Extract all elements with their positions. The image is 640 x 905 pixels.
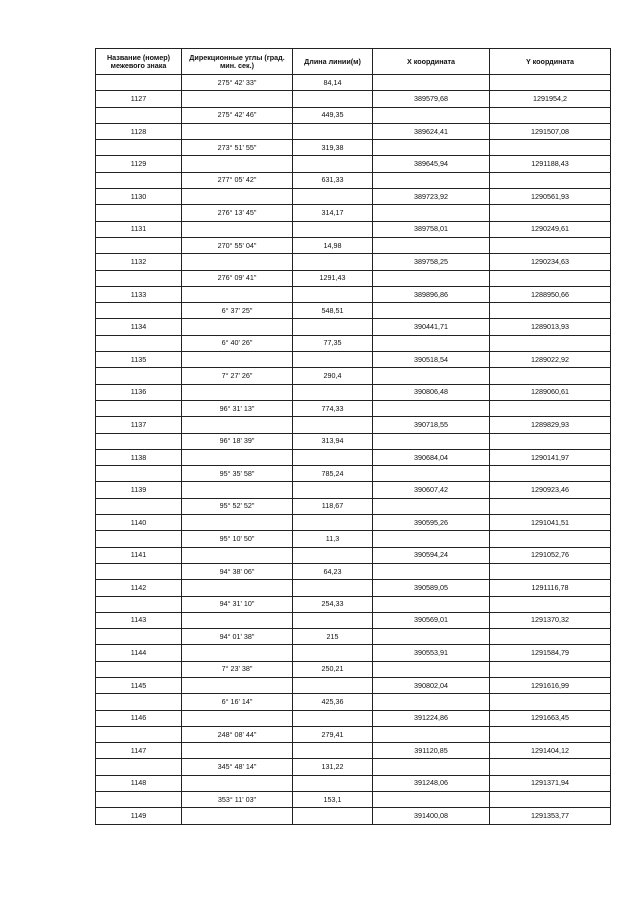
empty-cell [373,759,490,775]
empty-cell [293,123,373,139]
point-row [96,743,611,759]
point-name: 1127 [96,91,182,107]
segment-row [96,75,611,91]
empty-cell [96,498,182,514]
empty-cell [490,694,611,710]
segment-row [96,335,611,351]
empty-cell [293,677,373,693]
line-length: 279,41 [293,726,373,742]
empty-cell [373,466,490,482]
empty-cell [490,629,611,645]
empty-cell [373,694,490,710]
y-coordinate: 1291371,94 [490,775,611,791]
empty-cell [490,303,611,319]
line-length: 290,4 [293,368,373,384]
empty-cell [293,156,373,172]
line-length: 84,14 [293,75,373,91]
empty-cell [96,726,182,742]
point-name: 1139 [96,482,182,498]
segment-row [96,563,611,579]
line-length: 131,22 [293,759,373,775]
direction-angle: 6° 37' 25" [182,303,293,319]
x-coordinate: 390802,04 [373,677,490,693]
header-line-length: Длина линии(м) [293,49,373,75]
empty-cell [293,286,373,302]
empty-cell [293,775,373,791]
empty-cell [96,75,182,91]
x-coordinate: 390553,91 [373,645,490,661]
empty-cell [96,303,182,319]
empty-cell [182,417,293,433]
y-coordinate: 1291370,32 [490,612,611,628]
empty-cell [293,449,373,465]
x-coordinate: 391224,86 [373,710,490,726]
point-name: 1141 [96,547,182,563]
empty-cell [182,710,293,726]
empty-cell [96,335,182,351]
segment-row [96,140,611,156]
point-name: 1129 [96,156,182,172]
empty-cell [182,449,293,465]
empty-cell [293,221,373,237]
direction-angle: 96° 31' 13" [182,400,293,416]
y-coordinate: 1290249,61 [490,221,611,237]
empty-cell [182,580,293,596]
empty-cell [182,156,293,172]
header-y-coordinate: Y координата [490,49,611,75]
empty-cell [96,629,182,645]
empty-cell [293,645,373,661]
direction-angle: 6° 40' 26" [182,335,293,351]
y-coordinate: 1289829,93 [490,417,611,433]
empty-cell [373,140,490,156]
point-row [96,254,611,270]
empty-cell [373,172,490,188]
y-coordinate: 1290234,63 [490,254,611,270]
y-coordinate: 1291404,12 [490,743,611,759]
empty-cell [373,563,490,579]
x-coordinate: 390806,48 [373,384,490,400]
empty-cell [96,172,182,188]
empty-cell [96,270,182,286]
empty-cell [182,319,293,335]
x-coordinate: 390594,24 [373,547,490,563]
segment-row [96,498,611,514]
y-coordinate: 1290141,97 [490,449,611,465]
x-coordinate: 389896,86 [373,286,490,302]
point-name: 1137 [96,417,182,433]
empty-cell [293,384,373,400]
x-coordinate: 390607,42 [373,482,490,498]
empty-cell [373,498,490,514]
header-direction-angle: Дирекционные углы (град. мин. сек.) [182,49,293,75]
direction-angle: 248° 08' 44" [182,726,293,742]
point-name: 1145 [96,677,182,693]
segment-row [96,237,611,253]
x-coordinate: 390441,71 [373,319,490,335]
empty-cell [182,775,293,791]
empty-cell [293,254,373,270]
empty-cell [490,107,611,123]
segment-row [96,107,611,123]
empty-cell [182,515,293,531]
segment-row [96,172,611,188]
point-row [96,645,611,661]
line-length: 250,21 [293,661,373,677]
y-coordinate: 1291954,2 [490,91,611,107]
empty-cell [182,547,293,563]
segment-row [96,596,611,612]
empty-cell [373,237,490,253]
empty-cell [182,808,293,824]
empty-cell [373,661,490,677]
line-length: 1291,43 [293,270,373,286]
segment-row [96,531,611,547]
segment-row [96,759,611,775]
segment-row [96,205,611,221]
boundary-coordinates-table [95,48,611,825]
empty-cell [293,417,373,433]
empty-cell [373,205,490,221]
segment-row [96,629,611,645]
empty-cell [490,140,611,156]
empty-cell [96,433,182,449]
point-row [96,123,611,139]
empty-cell [490,270,611,286]
point-row [96,417,611,433]
empty-cell [373,400,490,416]
empty-cell [293,580,373,596]
x-coordinate: 390718,55 [373,417,490,433]
point-row [96,677,611,693]
empty-cell [182,482,293,498]
direction-angle: 277° 05' 42" [182,172,293,188]
header-x-coordinate: X координата [373,49,490,75]
empty-cell [96,694,182,710]
empty-cell [373,303,490,319]
empty-cell [490,792,611,808]
segment-row [96,303,611,319]
empty-cell [490,726,611,742]
empty-cell [490,498,611,514]
line-length: 254,33 [293,596,373,612]
point-name: 1133 [96,286,182,302]
empty-cell [182,645,293,661]
point-name: 1144 [96,645,182,661]
empty-cell [373,75,490,91]
empty-cell [96,140,182,156]
point-name: 1149 [96,808,182,824]
point-name: 1147 [96,743,182,759]
point-name: 1128 [96,123,182,139]
line-length: 215 [293,629,373,645]
x-coordinate: 389624,41 [373,123,490,139]
empty-cell [182,221,293,237]
y-coordinate: 1291116,78 [490,580,611,596]
direction-angle: 94° 38' 06" [182,563,293,579]
y-coordinate: 1289022,92 [490,352,611,368]
y-coordinate: 1291052,76 [490,547,611,563]
empty-cell [373,335,490,351]
empty-cell [490,237,611,253]
empty-cell [96,237,182,253]
segment-row [96,433,611,449]
direction-angle: 95° 10' 50" [182,531,293,547]
y-coordinate: 1291616,99 [490,677,611,693]
empty-cell [182,123,293,139]
point-name: 1131 [96,221,182,237]
empty-cell [373,629,490,645]
header-point-name: Название (номер) межевого знака [96,49,182,75]
direction-angle: 95° 52' 52" [182,498,293,514]
empty-cell [490,400,611,416]
point-row [96,612,611,628]
x-coordinate: 389723,92 [373,189,490,205]
empty-cell [293,808,373,824]
empty-cell [96,400,182,416]
empty-cell [490,531,611,547]
point-row [96,189,611,205]
line-length: 785,24 [293,466,373,482]
direction-angle: 94° 31' 10" [182,596,293,612]
point-name: 1135 [96,352,182,368]
empty-cell [182,352,293,368]
point-row [96,808,611,824]
point-row [96,775,611,791]
point-row [96,156,611,172]
direction-angle: 96° 18' 39" [182,433,293,449]
direction-angle: 273° 51' 55" [182,140,293,156]
point-row [96,319,611,335]
table-body [96,75,611,825]
empty-cell [96,466,182,482]
empty-cell [490,335,611,351]
x-coordinate: 390595,26 [373,515,490,531]
point-row [96,515,611,531]
empty-cell [182,384,293,400]
direction-angle: 95° 35' 58" [182,466,293,482]
direction-angle: 94° 01' 38" [182,629,293,645]
empty-cell [490,563,611,579]
point-row [96,710,611,726]
x-coordinate: 391248,06 [373,775,490,791]
empty-cell [490,172,611,188]
point-row [96,91,611,107]
empty-cell [182,286,293,302]
y-coordinate: 1291188,43 [490,156,611,172]
empty-cell [373,596,490,612]
empty-cell [293,319,373,335]
direction-angle: 345° 48' 14" [182,759,293,775]
direction-angle: 270° 55' 04" [182,237,293,253]
empty-cell [293,352,373,368]
line-length: 313,94 [293,433,373,449]
point-name: 1136 [96,384,182,400]
empty-cell [293,710,373,726]
empty-cell [373,270,490,286]
line-length: 425,36 [293,694,373,710]
point-name: 1142 [96,580,182,596]
x-coordinate: 391120,85 [373,743,490,759]
line-length: 631,33 [293,172,373,188]
empty-cell [182,91,293,107]
empty-cell [293,612,373,628]
direction-angle: 275° 42' 33" [182,75,293,91]
empty-cell [373,107,490,123]
empty-cell [96,661,182,677]
empty-cell [490,433,611,449]
direction-angle: 7° 23' 38" [182,661,293,677]
x-coordinate: 391400,08 [373,808,490,824]
empty-cell [96,792,182,808]
empty-cell [96,596,182,612]
point-row [96,547,611,563]
empty-cell [373,368,490,384]
point-name: 1146 [96,710,182,726]
point-name: 1143 [96,612,182,628]
line-length: 118,67 [293,498,373,514]
x-coordinate: 389758,01 [373,221,490,237]
point-name: 1138 [96,449,182,465]
segment-row [96,368,611,384]
line-length: 153,1 [293,792,373,808]
line-length: 11,3 [293,531,373,547]
y-coordinate: 1291663,45 [490,710,611,726]
line-length: 774,33 [293,400,373,416]
y-coordinate: 1291507,08 [490,123,611,139]
empty-cell [293,189,373,205]
x-coordinate: 390518,54 [373,352,490,368]
y-coordinate: 1291041,51 [490,515,611,531]
segment-row [96,792,611,808]
y-coordinate: 1291584,79 [490,645,611,661]
direction-angle: 353° 11' 03" [182,792,293,808]
direction-angle: 276° 13' 45" [182,205,293,221]
empty-cell [490,205,611,221]
segment-row [96,466,611,482]
y-coordinate: 1289060,61 [490,384,611,400]
segment-row [96,661,611,677]
point-name: 1148 [96,775,182,791]
empty-cell [490,596,611,612]
point-row [96,449,611,465]
empty-cell [373,433,490,449]
empty-cell [293,515,373,531]
line-length: 449,35 [293,107,373,123]
empty-cell [490,75,611,91]
line-length: 314,17 [293,205,373,221]
direction-angle: 7° 27' 26" [182,368,293,384]
empty-cell [96,759,182,775]
empty-cell [293,743,373,759]
empty-cell [293,482,373,498]
segment-row [96,694,611,710]
empty-cell [182,254,293,270]
empty-cell [490,466,611,482]
empty-cell [490,759,611,775]
empty-cell [96,368,182,384]
point-name: 1140 [96,515,182,531]
y-coordinate: 1291353,77 [490,808,611,824]
point-row [96,286,611,302]
segment-row [96,400,611,416]
point-name: 1134 [96,319,182,335]
empty-cell [182,612,293,628]
empty-cell [96,107,182,123]
line-length: 319,38 [293,140,373,156]
line-length: 14,98 [293,237,373,253]
empty-cell [373,792,490,808]
x-coordinate: 390569,01 [373,612,490,628]
point-row [96,580,611,596]
line-length: 77,35 [293,335,373,351]
y-coordinate: 1289013,93 [490,319,611,335]
line-length: 548,51 [293,303,373,319]
empty-cell [490,368,611,384]
empty-cell [96,205,182,221]
segment-row [96,726,611,742]
empty-cell [293,547,373,563]
x-coordinate: 390684,04 [373,449,490,465]
x-coordinate: 389645,94 [373,156,490,172]
empty-cell [373,531,490,547]
line-length: 64,23 [293,563,373,579]
empty-cell [182,743,293,759]
direction-angle: 275° 42' 46" [182,107,293,123]
direction-angle: 6° 16' 14" [182,694,293,710]
empty-cell [490,661,611,677]
empty-cell [96,531,182,547]
y-coordinate: 1288950,66 [490,286,611,302]
point-name: 1130 [96,189,182,205]
segment-row [96,270,611,286]
point-row [96,482,611,498]
y-coordinate: 1290923,46 [490,482,611,498]
empty-cell [373,726,490,742]
point-row [96,352,611,368]
y-coordinate: 1290561,93 [490,189,611,205]
empty-cell [96,563,182,579]
empty-cell [293,91,373,107]
empty-cell [182,677,293,693]
point-row [96,221,611,237]
point-name: 1132 [96,254,182,270]
empty-cell [182,189,293,205]
direction-angle: 276° 09' 41" [182,270,293,286]
x-coordinate: 390589,05 [373,580,490,596]
x-coordinate: 389579,68 [373,91,490,107]
x-coordinate: 389758,25 [373,254,490,270]
point-row [96,384,611,400]
